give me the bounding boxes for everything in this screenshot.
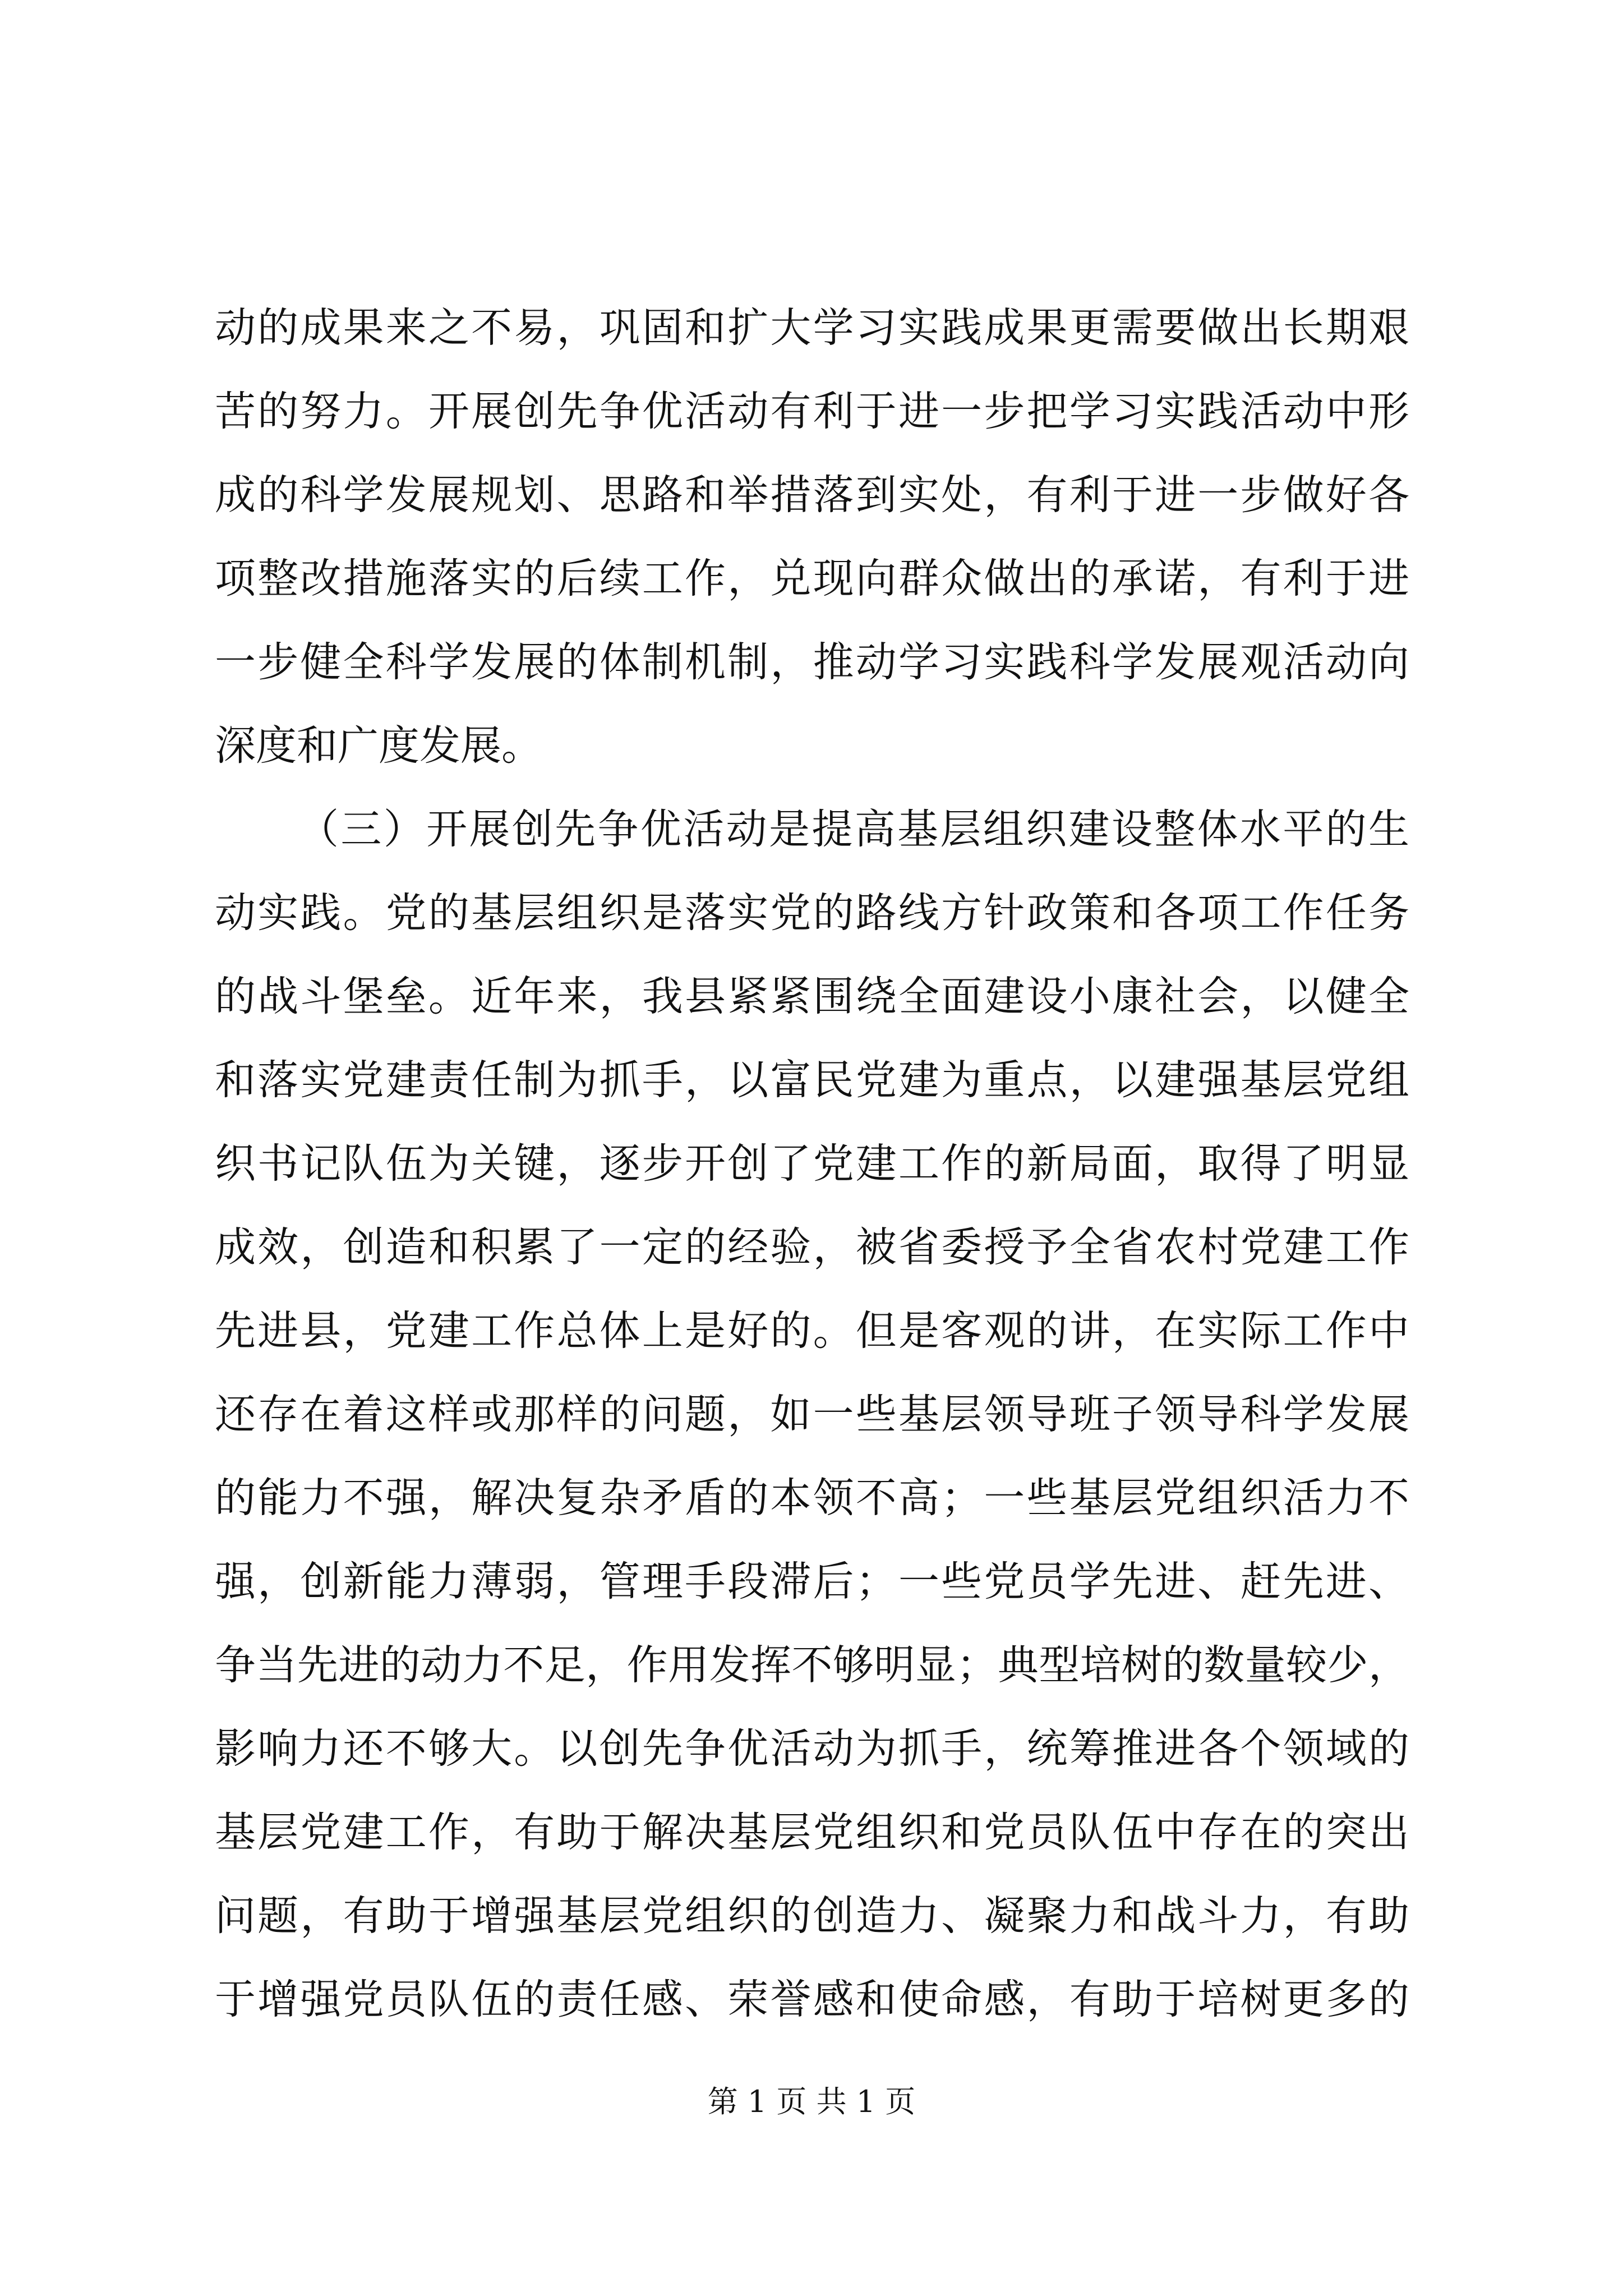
text-line: 还存在着这样或那样的问题，如一些基层领导班子领导科学发展 xyxy=(215,1391,1409,1438)
text-line: 争当先进的动力不足，作用发挥不够明显；典型培树的数量较少， xyxy=(215,1641,1409,1689)
text-line: 成的科学发展规划、思路和举措落到实处，有利于进一步做好各 xyxy=(215,471,1409,519)
text-line: （三）开展创先争优活动是提高基层组织建设整体水平的生 xyxy=(298,806,1409,853)
paragraph-2 xyxy=(215,788,1409,2041)
text-line: 的能力不强，解决复杂矛盾的本领不高；一些基层党组织活力不 xyxy=(215,1474,1409,1522)
text-line: 问题，有助于增强基层党组织的创造力、凝聚力和战斗力，有助 xyxy=(215,1892,1409,1940)
paragraph-1 xyxy=(215,286,1409,788)
text-line: 苦的努力。开展创先争优活动有利于进一步把学习实践活动中形 xyxy=(215,388,1409,435)
text-line: 强，创新能力薄弱，管理手段滞后；一些党员学先进、赶先进、 xyxy=(215,1558,1409,1605)
text-line: 影响力还不够大。以创先争优活动为抓手，统筹推进各个领域的 xyxy=(215,1725,1409,1773)
text-line: 的战斗堡垒。近年来，我县紧紧围绕全面建设小康社会，以健全 xyxy=(215,973,1409,1020)
text-line: 于增强党员队伍的责任感、荣誉感和使命感，有助于培树更多的 xyxy=(215,1976,1409,2023)
text-line: 动的成果来之不易，巩固和扩大学习实践成果更需要做出长期艰 xyxy=(215,304,1409,352)
text-line: 深度和广度发展。 xyxy=(215,722,542,770)
text-line: 动实践。党的基层组织是落实党的路线方针政策和各项工作任务 xyxy=(215,889,1409,937)
text-line: 基层党建工作，有助于解决基层党组织和党员队伍中存在的突出 xyxy=(215,1809,1409,1856)
text-line: 先进县，党建工作总体上是好的。但是客观的讲，在实际工作中 xyxy=(215,1307,1409,1355)
document-body xyxy=(215,286,1409,2041)
text-line: 项整改措施落实的后续工作，兑现向群众做出的承诺，有利于进 xyxy=(215,555,1409,602)
text-line: 一步健全科学发展的体制机制，推动学习实践科学发展观活动向 xyxy=(215,638,1409,686)
page-footer: 第 1 页 共 1 页 xyxy=(707,2084,916,2119)
text-line: 织书记队伍为关键，逐步开创了党建工作的新局面，取得了明显 xyxy=(215,1140,1409,1188)
text-line: 成效，创造和积累了一定的经验，被省委授予全省农村党建工作 xyxy=(215,1223,1409,1271)
text-line: 和落实党建责任制为抓手，以富民党建为重点，以建强基层党组 xyxy=(215,1056,1409,1104)
